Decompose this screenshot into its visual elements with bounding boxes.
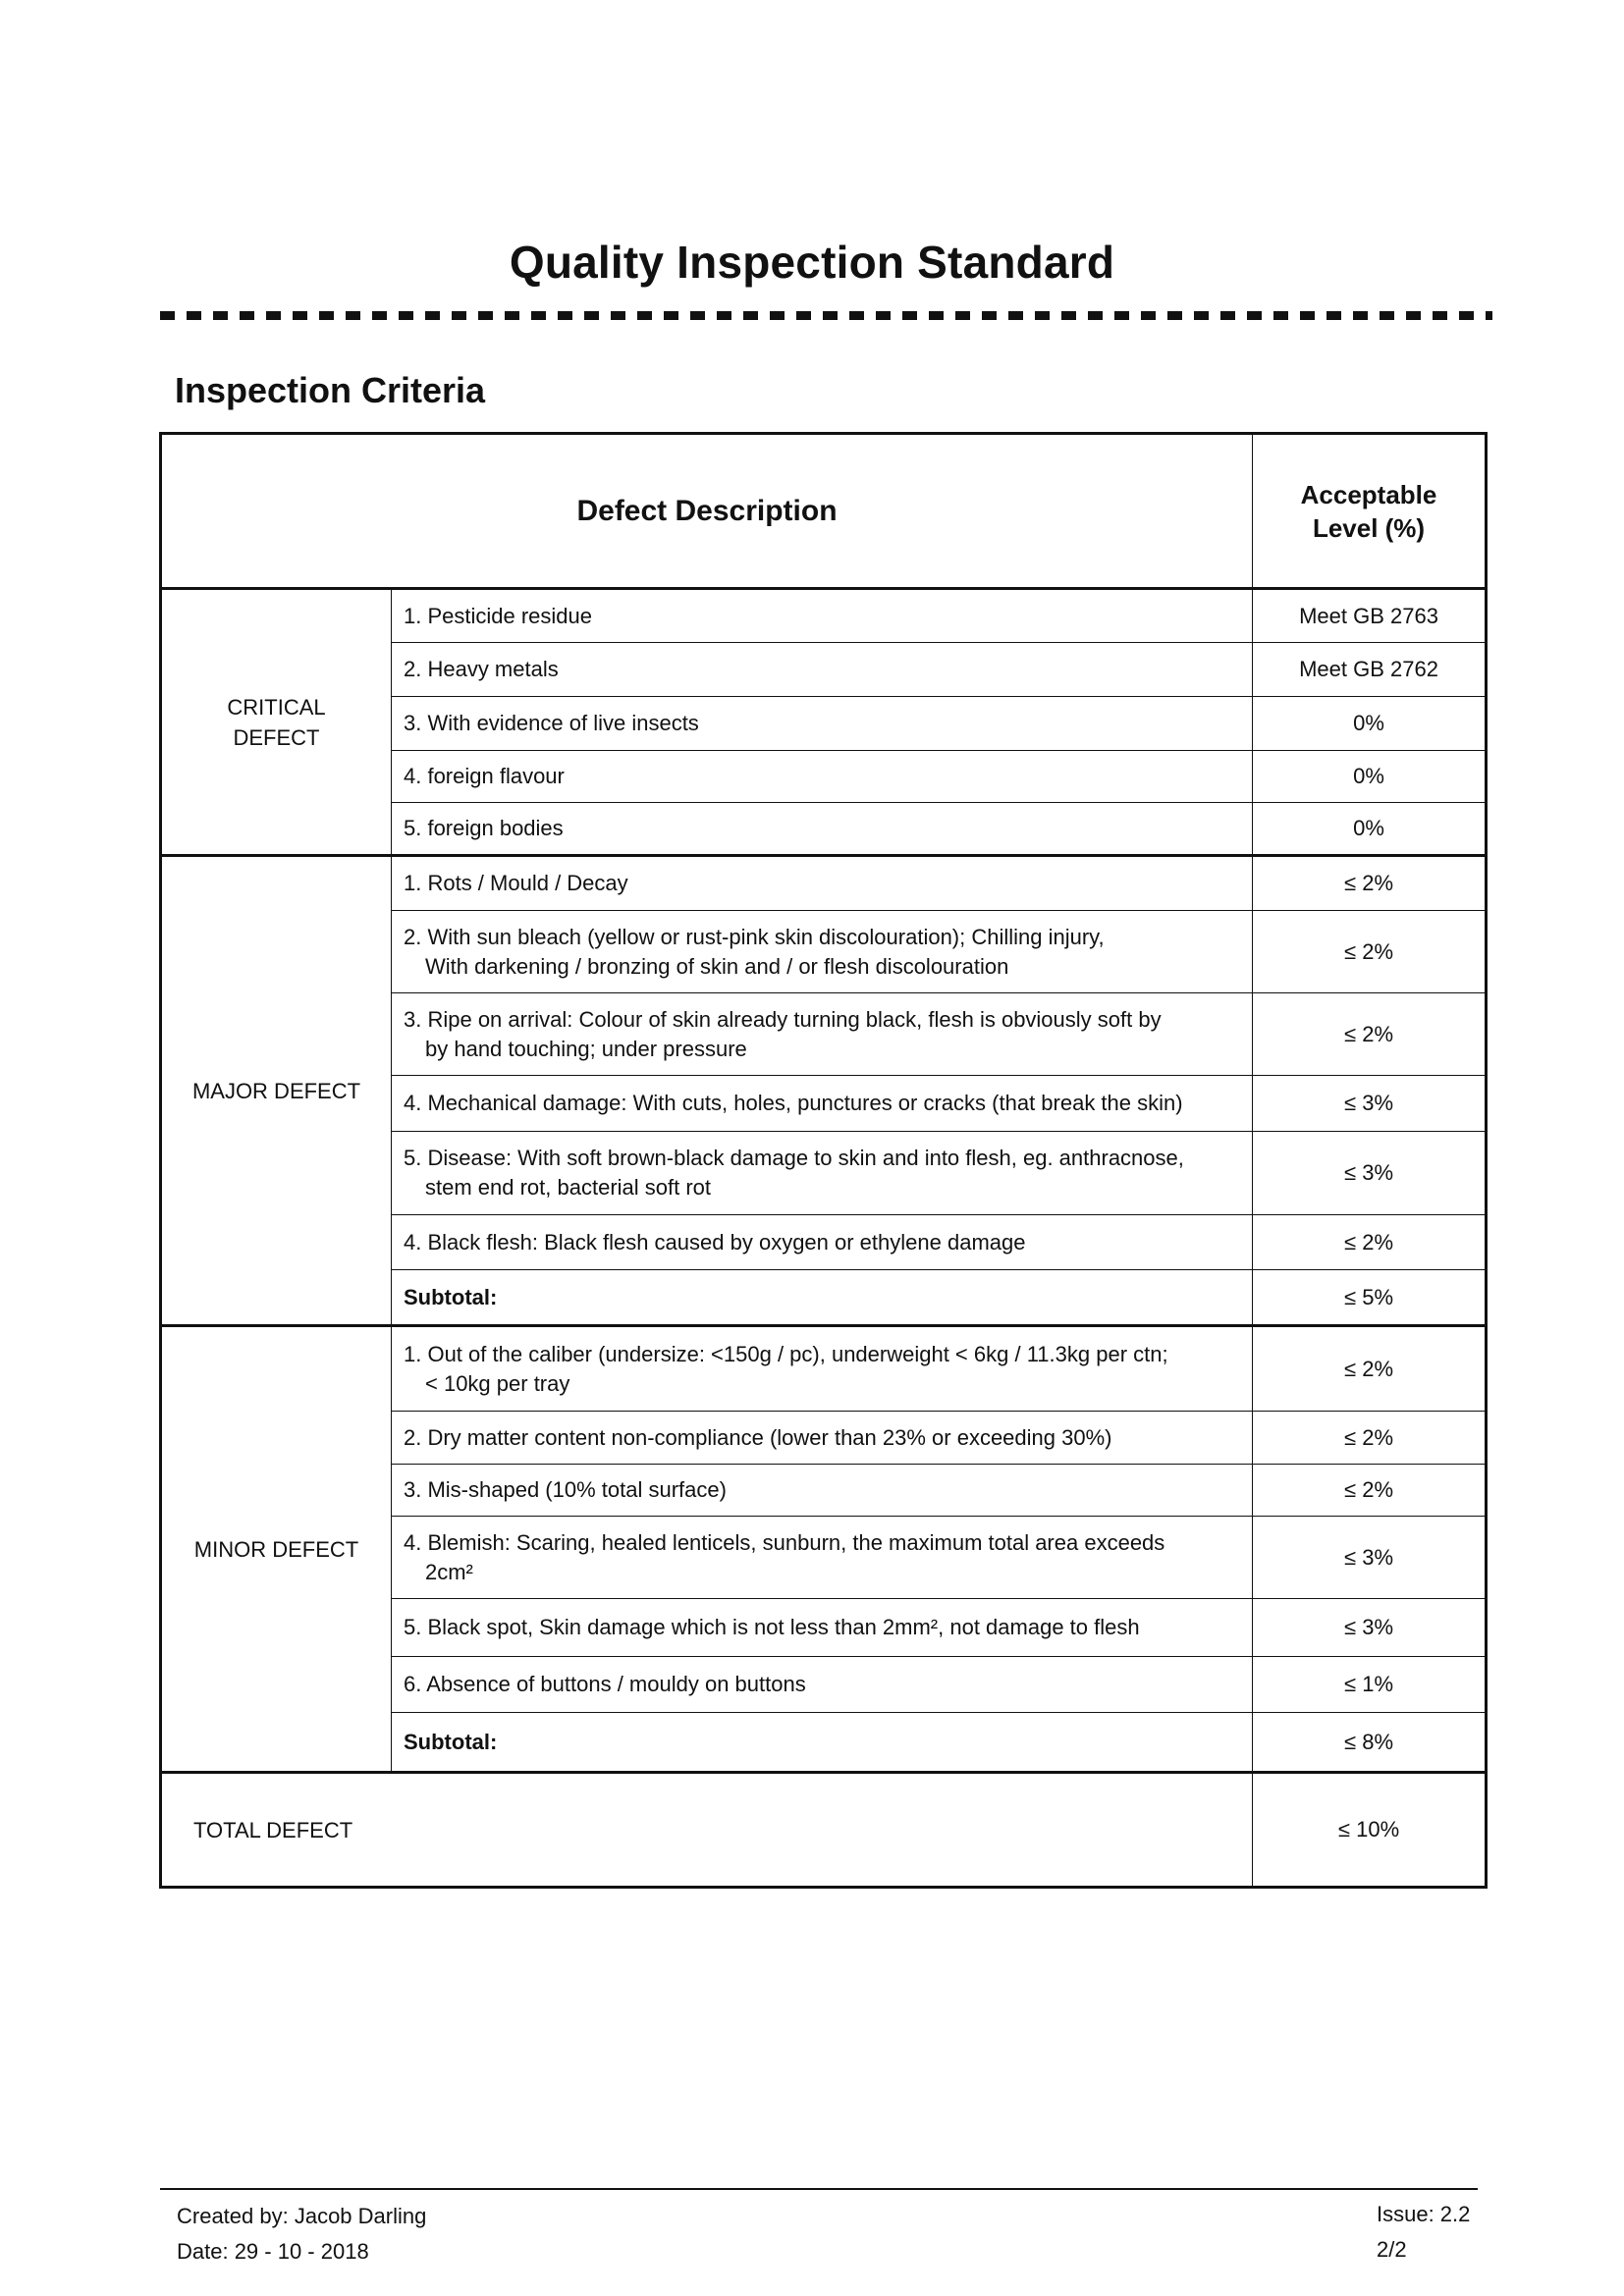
- description-line1: 4. Blemish: Scaring, healed lenticels, sunburn, the maximum total area exceeds: [404, 1529, 1165, 1555]
- total-row: [161, 1773, 1487, 1888]
- acceptable-level: 0%: [1253, 751, 1487, 803]
- description-line2: stem end rot, bacterial soft rot: [425, 1175, 712, 1200]
- subtotal-label: Subtotal:: [392, 1270, 1253, 1326]
- defect-description: [392, 1326, 1253, 1412]
- acceptable-level: ≤ 2%: [1253, 856, 1487, 911]
- defect-description: [392, 1215, 1253, 1270]
- section-title: Inspection Criteria: [175, 370, 486, 410]
- description-line2: 2cm²: [425, 1559, 473, 1584]
- acceptable-level: ≤ 2%: [1253, 1412, 1487, 1465]
- header-level-line1: Acceptable: [1300, 479, 1437, 509]
- footer-divider: [160, 2188, 1478, 2190]
- defect-description: [392, 1132, 1253, 1215]
- document-date: Date: 29 - 10 - 2018: [177, 2239, 369, 2264]
- page-number: 2/2: [1377, 2237, 1407, 2262]
- subtotal-label: Subtotal:: [392, 1713, 1253, 1773]
- header-defect-description: Defect Description: [161, 434, 1253, 589]
- acceptable-level: ≤ 2%: [1253, 1465, 1487, 1517]
- acceptable-level: ≤ 2%: [1253, 1215, 1487, 1270]
- defect-description: 4. foreign flavour: [392, 751, 1253, 803]
- acceptable-level: Meet GB 2762: [1253, 643, 1487, 697]
- acceptable-level: ≤ 3%: [1253, 1517, 1487, 1599]
- acceptable-level: 0%: [1253, 803, 1487, 856]
- defect-description: [392, 1412, 1253, 1465]
- description-line2: With darkening / bronzing of skin and / or flesh discolouration: [425, 953, 1009, 979]
- defect-description: [392, 993, 1253, 1076]
- description-line1: 5. Disease: With soft brown-black damage to skin and into flesh, eg. anthracnose,: [404, 1146, 1184, 1170]
- header-acceptable-level: [1253, 434, 1487, 589]
- table-row: [161, 1326, 1487, 1412]
- table-row: [161, 856, 1487, 911]
- acceptable-level: ≤ 2%: [1253, 993, 1487, 1076]
- description-line1: 2. Dry matter content non-compliance (lower than 23% or exceeding 30%): [404, 1424, 1112, 1450]
- created-by: Created by: Jacob Darling: [177, 2204, 427, 2228]
- defect-description: [392, 1076, 1253, 1132]
- description-line1: 3. Ripe on arrival: Colour of skin already turning black, flesh is obviously soft by: [404, 1006, 1162, 1032]
- defect-description: [392, 911, 1253, 993]
- table-row: [161, 589, 1487, 643]
- description-line2: by hand touching; under pressure: [425, 1036, 747, 1061]
- defect-description: 3. With evidence of live insects: [392, 697, 1253, 751]
- description-line1: 4. Mechanical damage: With cuts, holes, punctures or cracks (that break the skin): [404, 1091, 1183, 1115]
- total-defect-level: ≤ 10%: [1253, 1773, 1487, 1888]
- defect-description: [392, 1657, 1253, 1713]
- acceptable-level: ≤ 3%: [1253, 1132, 1487, 1215]
- description-line2: < 10kg per tray: [425, 1370, 570, 1396]
- description-line1: 4. Black flesh: Black flesh caused by oxygen or ethylene damage: [404, 1229, 1026, 1255]
- defect-description: 5. foreign bodies: [392, 803, 1253, 856]
- acceptable-level: ≤ 3%: [1253, 1599, 1487, 1657]
- defect-description: [392, 1465, 1253, 1517]
- subtotal-level: ≤ 8%: [1253, 1713, 1487, 1773]
- description-line1: 1. Rots / Mould / Decay: [404, 871, 628, 895]
- acceptable-level: ≤ 2%: [1253, 911, 1487, 993]
- footer-right: [1377, 2197, 1470, 2268]
- defect-description: 2. Heavy metals: [392, 643, 1253, 697]
- issue-number: Issue: 2.2: [1377, 2202, 1471, 2226]
- defect-description: [392, 1599, 1253, 1657]
- footer-left: [177, 2199, 426, 2269]
- dashed-divider: [160, 311, 1492, 320]
- description-line1: 6. Absence of buttons / mouldy on buttons: [404, 1672, 806, 1696]
- total-defect-label: TOTAL DEFECT: [161, 1773, 1253, 1888]
- category-critical-line2: DEFECT: [233, 724, 320, 750]
- acceptable-level: ≤ 2%: [1253, 1326, 1487, 1412]
- header-level-line2: Level (%): [1312, 512, 1426, 543]
- description-line1: 5. Black spot, Skin damage which is not less than 2mm², not damage to flesh: [404, 1615, 1140, 1639]
- category-critical-defect: [161, 589, 392, 856]
- inspection-criteria-table: [159, 432, 1488, 1889]
- defect-description: [392, 1517, 1253, 1599]
- defect-description: [392, 856, 1253, 911]
- subtotal-level: ≤ 5%: [1253, 1270, 1487, 1326]
- acceptable-level: ≤ 3%: [1253, 1076, 1487, 1132]
- defect-description: 1. Pesticide residue: [392, 589, 1253, 643]
- description-line1: 3. Mis-shaped (10% total surface): [404, 1477, 727, 1502]
- page-title: Quality Inspection Standard: [509, 237, 1115, 288]
- acceptable-level: Meet GB 2763: [1253, 589, 1487, 643]
- acceptable-level: ≤ 1%: [1253, 1657, 1487, 1713]
- acceptable-level: 0%: [1253, 697, 1487, 751]
- category-critical-line1: CRITICAL: [227, 694, 326, 720]
- table-header-row: [161, 434, 1487, 589]
- description-line1: 1. Out of the caliber (undersize: <150g / pc), underweight < 6kg / 11.3kg per ctn;: [404, 1341, 1168, 1366]
- description-line1: 2. With sun bleach (yellow or rust-pink skin discolouration); Chilling injury,: [404, 924, 1105, 949]
- category-minor-defect: MINOR DEFECT: [161, 1326, 392, 1773]
- category-major-defect: MAJOR DEFECT: [161, 856, 392, 1326]
